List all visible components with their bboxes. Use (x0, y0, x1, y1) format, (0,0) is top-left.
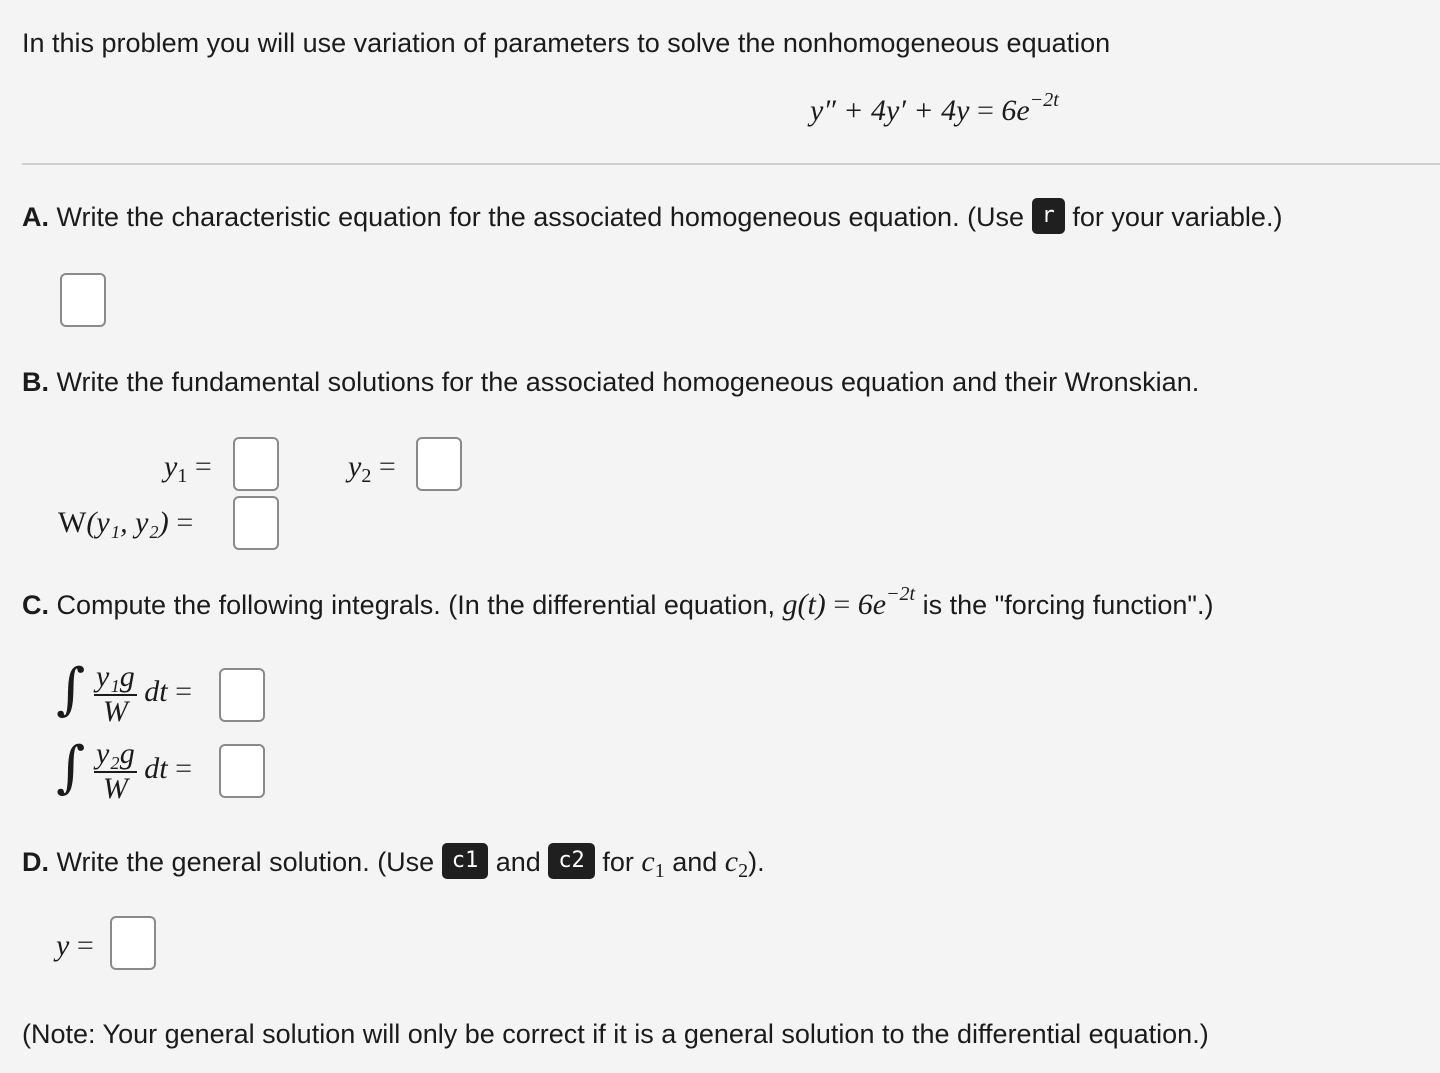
c1-chip: c1 (442, 843, 489, 879)
part-d-and-2: and (672, 847, 718, 877)
integral-2-dt: dt (144, 751, 168, 785)
note-text: (Note: Your general solution will only be correct if it is a general solution to the differential equation.) (22, 1019, 1209, 1049)
y1-subscript: 1 (177, 465, 188, 487)
wronskian-args: (y₁, y₂) (86, 506, 169, 539)
integral-1-fraction (94, 660, 137, 728)
y1-input[interactable] (233, 437, 279, 491)
main-equation (810, 89, 1059, 131)
wronskian-equals: = (176, 506, 194, 539)
variable-r-chip: r (1032, 198, 1065, 234)
part-d-prompt (22, 845, 765, 882)
divider (22, 163, 1440, 165)
integral-2-denominator: W (102, 772, 128, 805)
part-d-label: D. (22, 847, 49, 877)
part-c-prompt (22, 583, 1214, 625)
part-d-close: ). (748, 847, 765, 877)
part-a-prompt (22, 200, 1282, 237)
wronskian-label (58, 506, 193, 540)
c2-letter: c (724, 845, 739, 878)
c1-letter: c (641, 845, 655, 878)
integral-2-expr (94, 737, 192, 805)
integral-2-numerator: y₂g (94, 737, 137, 773)
part-c-text-after: is the "forcing function".) (922, 590, 1214, 620)
part-b-text: Write the fundamental solutions for the associated homogeneous equation and their Wronskian. (56, 367, 1200, 397)
wronskian-input[interactable] (233, 496, 279, 550)
part-a-text: Write the characteristic equation for the associated homogeneous equation. (Use (56, 202, 1025, 232)
part-d-text: Write the general solution. (Use (56, 847, 435, 877)
y2-label (348, 450, 396, 487)
y2-equals: = (378, 450, 396, 483)
general-solution-label (56, 929, 94, 963)
part-d-for: for (602, 847, 634, 877)
characteristic-equation-input[interactable] (60, 273, 106, 327)
part-c-label: C. (22, 590, 49, 620)
integral-1-expr (94, 660, 192, 728)
c2-chip: c2 (548, 843, 595, 879)
y2-subscript: 2 (361, 465, 372, 487)
g-expr: g(t) (782, 588, 826, 621)
part-b-label: B. (22, 367, 49, 397)
general-solution-y: y (56, 929, 70, 962)
y1-symbol: y (164, 450, 178, 483)
integral-2-equals: = (175, 751, 193, 785)
integral-1-dt: dt (144, 674, 168, 708)
intro-text: In this problem you will use variation of parameters to solve the nonhomogeneous equation (22, 28, 1111, 58)
integral-2-fraction (94, 737, 137, 805)
y2-symbol: y (348, 450, 362, 483)
equation-equals: = (977, 94, 994, 127)
g-exponent: −2t (886, 583, 916, 605)
integral-sign-2: ∫ (56, 735, 86, 800)
c2-symbol (724, 845, 749, 882)
wronskian-w: W (58, 506, 87, 539)
integral-1-denominator: W (102, 695, 128, 728)
integral-sign-1: ∫ (56, 657, 86, 722)
y2-input[interactable] (416, 437, 462, 491)
integral-1-equals: = (175, 674, 193, 708)
part-b-prompt (22, 365, 1199, 399)
g-equals: = (833, 588, 851, 621)
integral-1-numerator: y₁g (94, 660, 137, 696)
equation-rhs: 6e (1001, 94, 1030, 127)
integral-2-input[interactable] (219, 744, 265, 798)
y1-label (164, 450, 212, 487)
part-c-text: Compute the following integrals. (In the differential equation, (56, 590, 775, 620)
c1-symbol (641, 845, 665, 882)
c2-subscript: 2 (738, 860, 749, 882)
part-a-label: A. (22, 202, 49, 232)
equation-exponent: −2t (1029, 89, 1059, 111)
integral-1-input[interactable] (219, 668, 265, 722)
part-a-text-after: for your variable.) (1072, 202, 1283, 232)
c1-subscript: 1 (654, 860, 665, 882)
forcing-function (782, 583, 916, 621)
y1-equals: = (194, 450, 212, 483)
part-d-and: and (495, 847, 541, 877)
general-solution-input[interactable] (110, 916, 156, 970)
general-solution-equals: = (76, 929, 94, 962)
g-rhs: 6e (857, 588, 887, 621)
equation-lhs: y″ + 4y′ + 4y (810, 94, 970, 127)
